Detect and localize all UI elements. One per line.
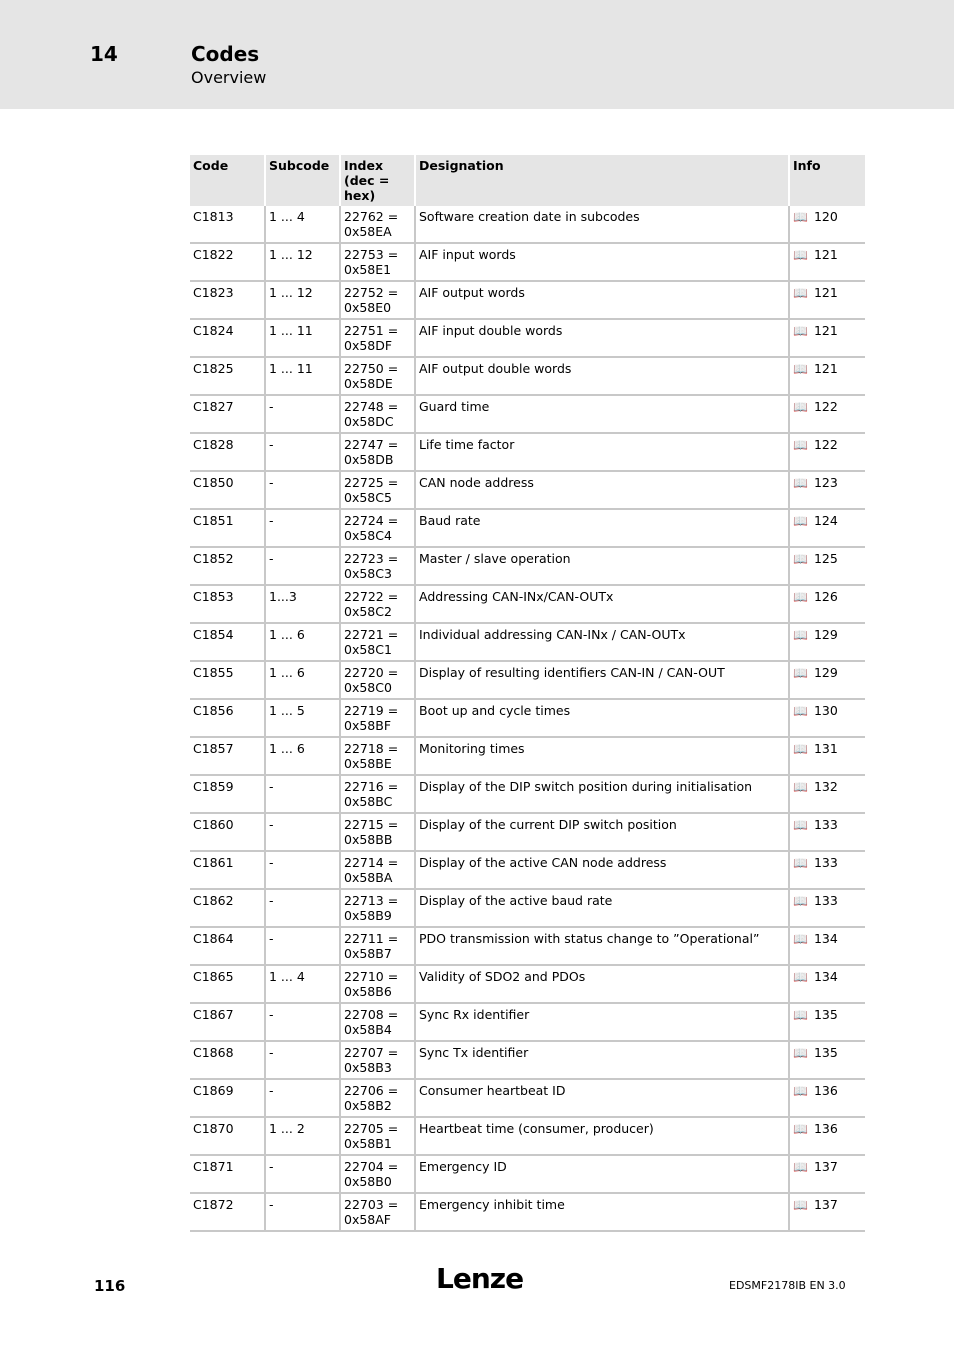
info-cell[interactable] xyxy=(789,1117,865,1155)
index-dec: 22723 = xyxy=(344,551,399,566)
index-hex: 0x58DE xyxy=(344,376,393,391)
code-cell: C1828 xyxy=(190,433,265,471)
index-cell xyxy=(340,319,415,357)
index-hex: 0x58DC xyxy=(344,414,394,429)
code-cell: C1825 xyxy=(190,357,265,395)
index-cell xyxy=(340,1003,415,1041)
subcode-cell: - xyxy=(265,851,340,889)
book-icon: 📖 xyxy=(793,286,808,300)
table-row xyxy=(190,206,865,243)
info-page-ref[interactable]: 121 xyxy=(813,285,838,300)
info-page-ref[interactable]: 125 xyxy=(813,551,838,566)
document-id: EDSMF2178IB EN 3.0 xyxy=(729,1279,846,1292)
table-row xyxy=(190,395,865,433)
book-icon: 📖 xyxy=(793,704,808,718)
designation-cell: Display of the active baud rate xyxy=(415,889,789,927)
index-hex: 0x58B9 xyxy=(344,908,392,923)
index-dec: 22722 = xyxy=(344,589,399,604)
table-row xyxy=(190,1117,865,1155)
info-cell[interactable] xyxy=(789,243,865,281)
code-cell: C1865 xyxy=(190,965,265,1003)
index-cell xyxy=(340,813,415,851)
info-page-ref[interactable]: 137 xyxy=(813,1159,838,1174)
book-icon: 📖 xyxy=(793,476,808,490)
subcode-cell: - xyxy=(265,889,340,927)
column-header-index-label: Index xyxy=(344,158,384,173)
chapter-title: Codes xyxy=(191,42,260,66)
info-cell[interactable] xyxy=(789,889,865,927)
index-dec: 22753 = xyxy=(344,247,399,262)
info-page-ref[interactable]: 131 xyxy=(813,741,838,756)
subcode-cell: 1 ... 2 xyxy=(265,1117,340,1155)
index-dec: 22704 = xyxy=(344,1159,399,1174)
index-cell xyxy=(340,395,415,433)
index-cell xyxy=(340,889,415,927)
info-page-ref[interactable]: 132 xyxy=(813,779,838,794)
info-cell[interactable] xyxy=(789,965,865,1003)
index-hex: 0x58B6 xyxy=(344,984,392,999)
designation-cell: AIF output double words xyxy=(415,357,789,395)
index-cell xyxy=(340,737,415,775)
info-cell[interactable] xyxy=(789,699,865,737)
designation-cell: Addressing CAN-INx/CAN-OUTx xyxy=(415,585,789,623)
index-dec: 22747 = xyxy=(344,437,399,452)
subcode-cell: - xyxy=(265,509,340,547)
subcode-cell: - xyxy=(265,1079,340,1117)
code-cell: C1870 xyxy=(190,1117,265,1155)
subcode-cell: 1 ... 12 xyxy=(265,243,340,281)
code-cell: C1850 xyxy=(190,471,265,509)
table-header-row xyxy=(190,155,865,206)
subcode-cell: - xyxy=(265,1041,340,1079)
column-header-code: Code xyxy=(190,155,265,206)
info-cell[interactable] xyxy=(789,433,865,471)
table-row xyxy=(190,1079,865,1117)
subcode-cell: 1 ... 6 xyxy=(265,661,340,699)
book-icon: 📖 xyxy=(793,210,808,224)
index-cell xyxy=(340,1117,415,1155)
code-cell: C1824 xyxy=(190,319,265,357)
index-cell xyxy=(340,357,415,395)
chapter-number: 14 xyxy=(90,42,118,66)
table-row xyxy=(190,699,865,737)
subcode-cell: - xyxy=(265,927,340,965)
book-icon: 📖 xyxy=(793,1160,808,1174)
info-cell[interactable] xyxy=(789,851,865,889)
book-icon: 📖 xyxy=(793,780,808,794)
book-icon: 📖 xyxy=(793,248,808,262)
code-cell: C1823 xyxy=(190,281,265,319)
info-cell[interactable] xyxy=(789,623,865,661)
code-cell: C1860 xyxy=(190,813,265,851)
table-row xyxy=(190,623,865,661)
subcode-cell: 1 ... 12 xyxy=(265,281,340,319)
index-dec: 22713 = xyxy=(344,893,399,908)
book-icon: 📖 xyxy=(793,1084,808,1098)
index-dec: 22708 = xyxy=(344,1007,399,1022)
index-dec: 22710 = xyxy=(344,969,399,984)
index-hex: 0x58BE xyxy=(344,756,392,771)
index-dec: 22750 = xyxy=(344,361,399,376)
info-cell[interactable] xyxy=(789,1079,865,1117)
codes-table xyxy=(190,155,865,1232)
subcode-cell: - xyxy=(265,813,340,851)
book-icon: 📖 xyxy=(793,514,808,528)
info-cell[interactable] xyxy=(789,357,865,395)
index-cell xyxy=(340,661,415,699)
subcode-cell: - xyxy=(265,775,340,813)
table-row xyxy=(190,813,865,851)
index-cell xyxy=(340,775,415,813)
designation-cell: Sync Rx identifier xyxy=(415,1003,789,1041)
index-dec: 22715 = xyxy=(344,817,399,832)
code-cell: C1861 xyxy=(190,851,265,889)
subcode-cell: 1 ... 6 xyxy=(265,737,340,775)
book-icon: 📖 xyxy=(793,970,808,984)
index-cell xyxy=(340,699,415,737)
index-dec: 22724 = xyxy=(344,513,399,528)
index-dec: 22748 = xyxy=(344,399,399,414)
index-hex: 0x58DF xyxy=(344,338,393,353)
index-dec: 22707 = xyxy=(344,1045,399,1060)
info-page-ref[interactable]: 133 xyxy=(813,855,838,870)
code-cell: C1822 xyxy=(190,243,265,281)
book-icon: 📖 xyxy=(793,1008,808,1022)
index-hex: 0x58E1 xyxy=(344,262,392,277)
code-cell: C1859 xyxy=(190,775,265,813)
code-cell: C1862 xyxy=(190,889,265,927)
index-cell xyxy=(340,1155,415,1193)
table-row xyxy=(190,1193,865,1231)
designation-cell: Individual addressing CAN-INx / CAN-OUTx xyxy=(415,623,789,661)
subcode-cell: 1 ... 11 xyxy=(265,319,340,357)
index-hex: 0x58BC xyxy=(344,794,393,809)
index-dec: 22725 = xyxy=(344,475,399,490)
info-cell[interactable] xyxy=(789,509,865,547)
info-page-ref[interactable]: 134 xyxy=(813,931,838,946)
code-cell: C1869 xyxy=(190,1079,265,1117)
index-hex: 0x58BA xyxy=(344,870,393,885)
table-row xyxy=(190,965,865,1003)
subcode-cell: - xyxy=(265,1155,340,1193)
book-icon: 📖 xyxy=(793,894,808,908)
book-icon: 📖 xyxy=(793,552,808,566)
book-icon: 📖 xyxy=(793,932,808,946)
designation-cell: Monitoring times xyxy=(415,737,789,775)
index-hex: 0x58C5 xyxy=(344,490,392,505)
designation-cell: AIF output words xyxy=(415,281,789,319)
info-page-ref[interactable]: 135 xyxy=(813,1045,838,1060)
designation-cell: Consumer heartbeat ID xyxy=(415,1079,789,1117)
table-row xyxy=(190,357,865,395)
index-hex: 0x58AF xyxy=(344,1212,391,1227)
code-cell: C1857 xyxy=(190,737,265,775)
index-dec: 22720 = xyxy=(344,665,399,680)
table-row xyxy=(190,737,865,775)
index-hex: 0x58B3 xyxy=(344,1060,392,1075)
designation-cell: Guard time xyxy=(415,395,789,433)
book-icon: 📖 xyxy=(793,362,808,376)
column-header-info: Info xyxy=(789,155,865,206)
index-hex: 0x58B7 xyxy=(344,946,392,961)
designation-cell: Master / slave operation xyxy=(415,547,789,585)
index-hex: 0x58EA xyxy=(344,224,392,239)
code-cell: C1864 xyxy=(190,927,265,965)
code-cell: C1871 xyxy=(190,1155,265,1193)
page-number: 116 xyxy=(94,1277,126,1295)
info-page-ref[interactable]: 123 xyxy=(813,475,838,490)
index-cell xyxy=(340,206,415,243)
table-row xyxy=(190,433,865,471)
index-dec: 22714 = xyxy=(344,855,399,870)
designation-cell: Emergency ID xyxy=(415,1155,789,1193)
code-cell: C1855 xyxy=(190,661,265,699)
designation-cell: Display of the DIP switch position during initialisation xyxy=(415,775,789,813)
page-header xyxy=(0,0,954,109)
table-row xyxy=(190,1041,865,1079)
index-cell xyxy=(340,585,415,623)
designation-cell: Boot up and cycle times xyxy=(415,699,789,737)
subcode-cell: 1 ... 5 xyxy=(265,699,340,737)
index-cell xyxy=(340,547,415,585)
code-cell: C1856 xyxy=(190,699,265,737)
code-cell: C1867 xyxy=(190,1003,265,1041)
info-page-ref[interactable]: 129 xyxy=(813,665,838,680)
designation-cell: Display of the current DIP switch position xyxy=(415,813,789,851)
index-dec: 22711 = xyxy=(344,931,399,946)
subcode-cell: 1...3 xyxy=(265,585,340,623)
book-icon: 📖 xyxy=(793,628,808,642)
index-dec: 22703 = xyxy=(344,1197,399,1212)
book-icon: 📖 xyxy=(793,590,808,604)
info-page-ref[interactable]: 137 xyxy=(813,1197,838,1212)
designation-cell: Validity of SDO2 and PDOs xyxy=(415,965,789,1003)
column-header-subcode: Subcode xyxy=(265,155,340,206)
designation-cell: Display of resulting identifiers CAN-IN / CAN-OUT xyxy=(415,661,789,699)
index-cell xyxy=(340,433,415,471)
index-dec: 22762 = xyxy=(344,209,399,224)
designation-cell: AIF input words xyxy=(415,243,789,281)
index-dec: 22719 = xyxy=(344,703,399,718)
table-row xyxy=(190,851,865,889)
table-row xyxy=(190,547,865,585)
index-cell xyxy=(340,471,415,509)
index-hex: 0x58C2 xyxy=(344,604,392,619)
info-page-ref[interactable]: 126 xyxy=(813,589,838,604)
info-page-ref[interactable]: 120 xyxy=(813,209,838,224)
table-row xyxy=(190,927,865,965)
index-hex: 0x58BF xyxy=(344,718,392,733)
info-cell[interactable] xyxy=(789,395,865,433)
info-cell[interactable] xyxy=(789,813,865,851)
info-page-ref[interactable]: 124 xyxy=(813,513,838,528)
index-dec: 22706 = xyxy=(344,1083,399,1098)
column-header-index xyxy=(340,155,415,206)
designation-cell: Emergency inhibit time xyxy=(415,1193,789,1231)
info-cell[interactable] xyxy=(789,1193,865,1231)
info-cell[interactable] xyxy=(789,471,865,509)
index-cell xyxy=(340,1041,415,1079)
code-cell: C1853 xyxy=(190,585,265,623)
book-icon: 📖 xyxy=(793,1046,808,1060)
info-cell[interactable] xyxy=(789,1041,865,1079)
code-cell: C1813 xyxy=(190,206,265,243)
book-icon: 📖 xyxy=(793,400,808,414)
index-dec: 22721 = xyxy=(344,627,399,642)
index-cell xyxy=(340,509,415,547)
book-icon: 📖 xyxy=(793,742,808,756)
index-hex: 0x58C0 xyxy=(344,680,392,695)
info-cell[interactable] xyxy=(789,547,865,585)
info-cell[interactable] xyxy=(789,775,865,813)
info-cell[interactable] xyxy=(789,206,865,243)
code-cell: C1851 xyxy=(190,509,265,547)
info-page-ref[interactable]: 130 xyxy=(813,703,838,718)
info-page-ref[interactable]: 121 xyxy=(813,323,838,338)
book-icon: 📖 xyxy=(793,856,808,870)
book-icon: 📖 xyxy=(793,818,808,832)
designation-cell: Heartbeat time (consumer, producer) xyxy=(415,1117,789,1155)
index-cell xyxy=(340,965,415,1003)
designation-cell: AIF input double words xyxy=(415,319,789,357)
subcode-cell: 1 ... 11 xyxy=(265,357,340,395)
index-dec: 22705 = xyxy=(344,1121,399,1136)
info-cell[interactable] xyxy=(789,737,865,775)
code-cell: C1827 xyxy=(190,395,265,433)
table-row xyxy=(190,889,865,927)
book-icon: 📖 xyxy=(793,324,808,338)
index-hex: 0x58B1 xyxy=(344,1136,392,1151)
index-dec: 22716 = xyxy=(344,779,399,794)
table-row xyxy=(190,1003,865,1041)
index-dec: 22751 = xyxy=(344,323,399,338)
book-icon: 📖 xyxy=(793,666,808,680)
designation-cell: Baud rate xyxy=(415,509,789,547)
subcode-cell: 1 ... 6 xyxy=(265,623,340,661)
designation-cell: Software creation date in subcodes xyxy=(415,206,789,243)
code-cell: C1854 xyxy=(190,623,265,661)
book-icon: 📖 xyxy=(793,1122,808,1136)
table-row xyxy=(190,509,865,547)
code-cell: C1868 xyxy=(190,1041,265,1079)
table-row xyxy=(190,585,865,623)
book-icon: 📖 xyxy=(793,1198,808,1212)
subcode-cell: - xyxy=(265,547,340,585)
info-page-ref[interactable]: 133 xyxy=(813,893,838,908)
info-page-ref[interactable]: 121 xyxy=(813,247,838,262)
info-page-ref[interactable]: 136 xyxy=(813,1083,838,1098)
index-hex: 0x58C1 xyxy=(344,642,392,657)
info-page-ref[interactable]: 133 xyxy=(813,817,838,832)
table-row xyxy=(190,281,865,319)
index-hex: 0x58B0 xyxy=(344,1174,392,1189)
index-hex: 0x58C3 xyxy=(344,566,392,581)
index-cell xyxy=(340,851,415,889)
designation-cell: Life time factor xyxy=(415,433,789,471)
table-row xyxy=(190,1155,865,1193)
index-cell xyxy=(340,1193,415,1231)
info-cell[interactable] xyxy=(789,585,865,623)
index-cell xyxy=(340,243,415,281)
index-dec: 22718 = xyxy=(344,741,399,756)
subcode-cell: - xyxy=(265,395,340,433)
info-cell[interactable] xyxy=(789,319,865,357)
index-hex: 0x58BB xyxy=(344,832,393,847)
subcode-cell: - xyxy=(265,471,340,509)
subcode-cell: - xyxy=(265,1003,340,1041)
table-row xyxy=(190,471,865,509)
subcode-cell: - xyxy=(265,1193,340,1231)
book-icon: 📖 xyxy=(793,438,808,452)
table-row xyxy=(190,661,865,699)
column-header-designation: Designation xyxy=(415,155,789,206)
column-header-index-note: (dec = hex) xyxy=(344,173,390,203)
info-page-ref[interactable]: 121 xyxy=(813,361,838,376)
table-row xyxy=(190,243,865,281)
info-page-ref[interactable]: 129 xyxy=(813,627,838,642)
index-hex: 0x58E0 xyxy=(344,300,392,315)
info-cell[interactable] xyxy=(789,281,865,319)
designation-cell: CAN node address xyxy=(415,471,789,509)
index-cell xyxy=(340,623,415,661)
designation-cell: Sync Tx identifier xyxy=(415,1041,789,1079)
code-cell: C1872 xyxy=(190,1193,265,1231)
designation-cell: PDO transmission with status change to ”Operational” xyxy=(415,927,789,965)
info-cell[interactable] xyxy=(789,1155,865,1193)
info-cell[interactable] xyxy=(789,661,865,699)
lenze-logo: Lenze xyxy=(436,1262,524,1295)
info-cell[interactable] xyxy=(789,927,865,965)
index-dec: 22752 = xyxy=(344,285,399,300)
subcode-cell: - xyxy=(265,433,340,471)
info-page-ref[interactable]: 134 xyxy=(813,969,838,984)
code-cell: C1852 xyxy=(190,547,265,585)
index-hex: 0x58B2 xyxy=(344,1098,392,1113)
subcode-cell: 1 ... 4 xyxy=(265,206,340,243)
designation-cell: Display of the active CAN node address xyxy=(415,851,789,889)
info-page-ref[interactable]: 122 xyxy=(813,437,838,452)
index-hex: 0x58DB xyxy=(344,452,394,467)
table-row xyxy=(190,775,865,813)
info-cell[interactable] xyxy=(789,1003,865,1041)
subcode-cell: 1 ... 4 xyxy=(265,965,340,1003)
index-cell xyxy=(340,281,415,319)
chapter-subtitle: Overview xyxy=(191,68,267,87)
index-hex: 0x58B4 xyxy=(344,1022,392,1037)
index-cell xyxy=(340,927,415,965)
info-page-ref[interactable]: 136 xyxy=(813,1121,838,1136)
table-row xyxy=(190,319,865,357)
index-hex: 0x58C4 xyxy=(344,528,392,543)
index-cell xyxy=(340,1079,415,1117)
info-page-ref[interactable]: 122 xyxy=(813,399,838,414)
info-page-ref[interactable]: 135 xyxy=(813,1007,838,1022)
